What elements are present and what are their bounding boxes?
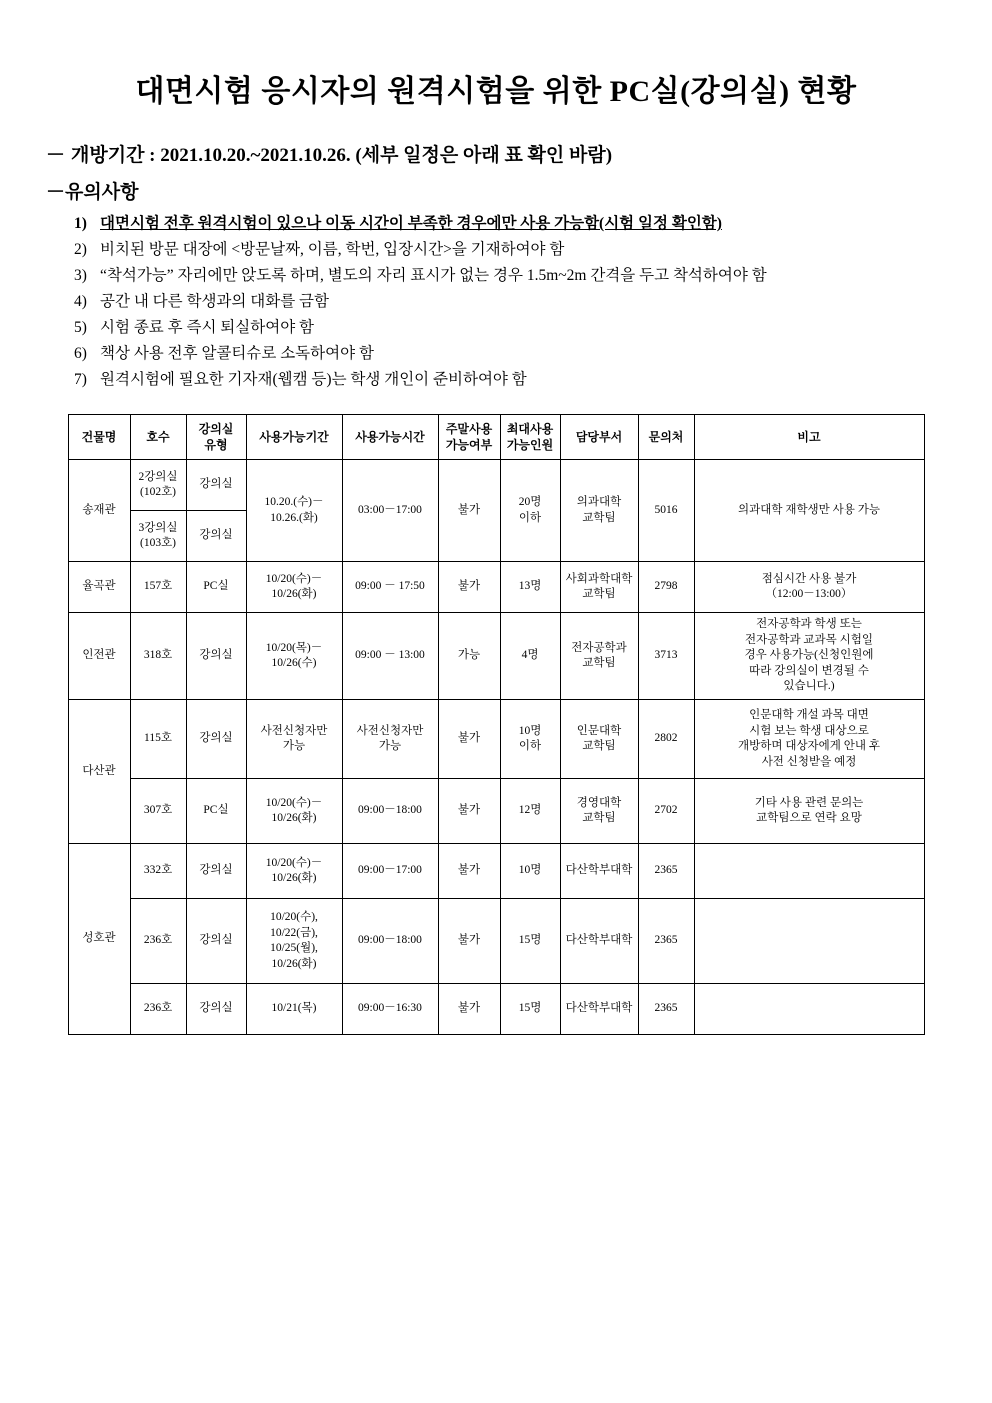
cell-weekend: 불가	[438, 700, 500, 779]
header-lines	[441, 421, 498, 453]
cell-lines	[697, 708, 922, 770]
cell-room	[130, 511, 186, 562]
cell-capacity: 4명	[500, 613, 560, 700]
note-number: 4)	[74, 293, 87, 311]
pc-room-table	[68, 414, 925, 1035]
period-line-1: 10.20.(수)－	[264, 496, 324, 509]
note-text: 대면시험 전후 원격시험이 있으나 이동 시간이 부족한 경우에만 사용 가능함(시험 일정 확인함)	[100, 215, 722, 232]
cell-remark	[694, 779, 924, 844]
cell-period	[246, 562, 342, 613]
time-line-1: 사전신청자만	[356, 724, 424, 737]
dept-line-2: 교학팀	[582, 511, 616, 524]
column-header-building	[68, 415, 130, 460]
period-line-2: 10/26(수)	[271, 657, 317, 670]
cell-remark	[694, 844, 924, 899]
cell-dept: 다산학부대학	[560, 899, 638, 984]
cell-lines	[249, 641, 340, 672]
column-header-type	[186, 415, 246, 460]
cell-type: 강의실	[186, 844, 246, 899]
cell-room: 236호	[130, 899, 186, 984]
column-header-capacity	[500, 415, 560, 460]
cell-contact: 2798	[638, 562, 694, 613]
table-row	[68, 613, 924, 700]
cell-lines	[697, 572, 922, 603]
cell-room: 307호	[130, 779, 186, 844]
remark-line-4: 사전 신청받을 예정	[761, 755, 857, 768]
cell-lines	[563, 641, 636, 672]
notes-list	[40, 212, 952, 392]
period-line-1: 10/20(수)－	[265, 796, 323, 809]
table-row	[68, 562, 924, 613]
cell-lines	[563, 495, 636, 526]
cell-remark	[694, 899, 924, 984]
cell-room: 115호	[130, 700, 186, 779]
period-line-1: 10/20(목)－	[265, 641, 323, 654]
cell-lines	[249, 856, 340, 887]
cell-period	[246, 460, 342, 562]
header-line-1: 최대사용	[506, 421, 554, 436]
cell-lines	[563, 724, 636, 755]
cell-contact: 2702	[638, 779, 694, 844]
cell-contact: 5016	[638, 460, 694, 562]
header-line-2: 유형	[204, 438, 228, 453]
cell-lines	[249, 572, 340, 603]
cell-type: PC실	[186, 562, 246, 613]
cell-type: 강의실	[186, 511, 246, 562]
cell-remark	[694, 984, 924, 1035]
cell-type: PC실	[186, 779, 246, 844]
cell-time: 09:00－18:00	[342, 779, 438, 844]
cell-room: 236호	[130, 984, 186, 1035]
dept-line-2: 교학팀	[582, 812, 616, 825]
cell-room: 318호	[130, 613, 186, 700]
header-lines	[189, 421, 244, 453]
period-line-2: 10.26.(화)	[270, 511, 318, 524]
period-line	[40, 140, 952, 167]
remark-line-3: 개방하며 대상자에게 안내 후	[738, 740, 880, 753]
remark-line-4: 따라 강의실이 변경될 수	[749, 664, 869, 677]
cell-dept	[560, 613, 638, 700]
table-row	[68, 779, 924, 844]
column-header-weekend	[438, 415, 500, 460]
header-line-1: 호수	[146, 430, 170, 445]
cell-dept	[560, 460, 638, 562]
cell-dept	[560, 700, 638, 779]
dept-line-2: 교학팀	[582, 740, 616, 753]
remark-line-3: 경우 사용가능(신청인원에	[744, 649, 874, 662]
cell-time: 09:00－17:00	[342, 844, 438, 899]
header-lines	[503, 421, 558, 453]
room-line-2: (102호)	[139, 486, 177, 499]
room-line-1: 3강의실	[138, 521, 178, 534]
header-line-1: 문의처	[648, 430, 684, 445]
cell-building: 송재관	[68, 460, 130, 562]
column-header-time	[342, 415, 438, 460]
cell-lines	[249, 910, 340, 972]
capacity-line-1: 20명	[518, 496, 542, 509]
header-line-1: 강의실	[198, 421, 234, 436]
table-row	[68, 844, 924, 899]
period-line-2: 가능	[282, 740, 306, 753]
cell-type: 강의실	[186, 700, 246, 779]
cell-weekend: 불가	[438, 460, 500, 562]
column-header-room	[130, 415, 186, 460]
cell-time: 09:00 － 17:50	[342, 562, 438, 613]
note-text: 원격시험에 필요한 기자재(웹캠 등)는 학생 개인이 준비하여야 함	[100, 371, 527, 389]
cell-lines	[503, 495, 558, 526]
note-text: 공간 내 다른 학생과의 대화를 금함	[100, 293, 329, 311]
period-text: 개방기간 : 2021.10.20.~2021.10.26. (세부 일정은 아래 표 확인 바람)	[71, 145, 613, 166]
cell-contact: 2365	[638, 844, 694, 899]
cell-lines	[345, 724, 436, 755]
cell-room: 157호	[130, 562, 186, 613]
cell-period	[246, 899, 342, 984]
notice-heading	[46, 177, 952, 204]
column-header-remark	[694, 415, 924, 460]
note-number: 6)	[74, 345, 87, 363]
remark-line-1: 점심시간 사용 불가	[761, 572, 857, 585]
period-line-4: 10/26(화)	[271, 957, 317, 970]
dash-marker: －	[46, 145, 66, 166]
cell-type: 강의실	[186, 984, 246, 1035]
note-number: 3)	[74, 267, 87, 285]
cell-weekend: 불가	[438, 899, 500, 984]
cell-lines	[133, 521, 184, 552]
cell-dept	[560, 562, 638, 613]
column-header-dept	[560, 415, 638, 460]
header-line-1: 주말사용	[445, 421, 493, 436]
header-line-1: 담당부서	[575, 430, 623, 445]
list-item	[74, 238, 952, 262]
period-line-1: 10/20(수)－	[265, 572, 323, 585]
cell-dept	[560, 779, 638, 844]
notice-heading-text: 유의사항	[65, 182, 139, 203]
cell-period	[246, 779, 342, 844]
cell-room: 332호	[130, 844, 186, 899]
capacity-line-2: 이하	[518, 511, 542, 524]
cell-weekend: 불가	[438, 844, 500, 899]
cell-capacity	[500, 460, 560, 562]
cell-time: 09:00－16:30	[342, 984, 438, 1035]
cell-time: 09:00 － 13:00	[342, 613, 438, 700]
cell-building: 성호관	[68, 844, 130, 1035]
cell-building: 율곡관	[68, 562, 130, 613]
cell-capacity: 10명	[500, 844, 560, 899]
period-line-2: 10/26(화)	[271, 812, 317, 825]
period-line-1: 10/20(수)－	[265, 856, 323, 869]
cell-time: 09:00－18:00	[342, 899, 438, 984]
cell-capacity	[500, 700, 560, 779]
cell-type: 강의실	[186, 460, 246, 511]
period-line-2: 10/26(화)	[271, 588, 317, 601]
dept-line-1: 경영대학	[576, 796, 622, 809]
list-item	[74, 316, 952, 340]
cell-type: 강의실	[186, 613, 246, 700]
cell-capacity: 15명	[500, 899, 560, 984]
cell-lines	[133, 470, 184, 501]
remark-line-1: 기타 사용 관련 문의는	[754, 796, 864, 809]
cell-lines	[563, 572, 636, 603]
note-number: 5)	[74, 319, 87, 337]
cell-building: 인전관	[68, 613, 130, 700]
list-item	[74, 290, 952, 314]
capacity-line-2: 이하	[518, 740, 542, 753]
header-line-2: 가능여부	[445, 438, 493, 453]
remark-line-2: （12:00－13:00）	[765, 588, 853, 601]
dept-line-1: 전자공학과	[571, 641, 627, 654]
table-row	[68, 700, 924, 779]
room-line-1: 2강의실	[138, 470, 178, 483]
column-header-contact	[638, 415, 694, 460]
cell-period	[246, 700, 342, 779]
remark-line-2: 교학팀으로 연락 요망	[756, 812, 862, 825]
cell-type: 강의실	[186, 899, 246, 984]
dept-line-1: 사회과학대학	[565, 572, 633, 585]
header-line-1: 사용가능시간	[355, 430, 425, 445]
cell-weekend: 불가	[438, 779, 500, 844]
cell-capacity: 12명	[500, 779, 560, 844]
cell-remark	[694, 700, 924, 779]
cell-lines	[697, 796, 922, 827]
remark-line-2: 시험 보는 학생 대상으로	[749, 724, 869, 737]
cell-weekend: 불가	[438, 984, 500, 1035]
remark-line-2: 전자공학과 교과목 시험일	[745, 633, 873, 646]
remark-line-5: 있습니다.)	[783, 680, 835, 693]
cell-period	[246, 613, 342, 700]
note-text: 비치된 방문 대장에 <방문날짜, 이름, 학번, 입장시간>을 기재하여야 함	[100, 241, 565, 259]
room-line-2: (103호)	[139, 537, 177, 550]
time-line-2: 가능	[378, 740, 402, 753]
period-line-1: 사전신청자만	[260, 724, 328, 737]
cell-weekend: 가능	[438, 613, 500, 700]
cell-lines	[697, 617, 922, 695]
note-number: 2)	[74, 241, 87, 259]
cell-remark	[694, 613, 924, 700]
list-item	[74, 342, 952, 366]
period-line-2: 10/26(화)	[271, 872, 317, 885]
header-line-1: 비고	[797, 430, 821, 445]
cell-lines	[249, 495, 340, 526]
table-row	[68, 984, 924, 1035]
header-line-1: 건물명	[81, 430, 117, 445]
table-row	[68, 460, 924, 511]
cell-capacity: 15명	[500, 984, 560, 1035]
table-header-row	[68, 415, 924, 460]
note-text: 시험 종료 후 즉시 퇴실하여야 함	[100, 319, 315, 337]
cell-weekend: 불가	[438, 562, 500, 613]
period-line-2: 10/22(금),	[270, 926, 318, 939]
page-title: 대면시험 응시자의 원격시험을 위한 PC실(강의실) 현황	[135, 75, 857, 108]
cell-lines	[249, 796, 340, 827]
dept-line-2: 교학팀	[582, 657, 616, 670]
cell-contact: 2802	[638, 700, 694, 779]
dash-marker-2: －	[46, 182, 66, 203]
period-line-1: 10/20(수),	[270, 911, 318, 924]
cell-remark: 의과대학 재학생만 사용 가능	[694, 460, 924, 562]
dept-line-1: 의과대학	[576, 496, 622, 509]
cell-capacity: 13명	[500, 562, 560, 613]
cell-dept: 다산학부대학	[560, 844, 638, 899]
cell-period	[246, 844, 342, 899]
cell-time: 03:00－17:00	[342, 460, 438, 562]
cell-remark	[694, 562, 924, 613]
cell-lines	[563, 796, 636, 827]
note-text: 책상 사용 전후 알콜티슈로 소독하여야 함	[100, 345, 374, 363]
remark-line-1: 전자공학과 학생 또는	[756, 618, 862, 631]
list-item	[74, 212, 952, 236]
cell-lines	[503, 724, 558, 755]
dept-line-2: 교학팀	[582, 588, 616, 601]
capacity-line-1: 10명	[518, 724, 542, 737]
list-item	[74, 368, 952, 392]
cell-contact: 2365	[638, 899, 694, 984]
dept-line-1: 인문대학	[576, 724, 622, 737]
cell-period: 10/21(목)	[246, 984, 342, 1035]
list-item	[74, 264, 952, 288]
note-number: 1)	[74, 215, 87, 232]
cell-contact: 3713	[638, 613, 694, 700]
note-text: “착석가능” 자리에만 앉도록 하며, 별도의 자리 표시가 없는 경우 1.5m~2m 간격을 두고 착석하여야 함	[100, 267, 767, 285]
cell-dept: 다산학부대학	[560, 984, 638, 1035]
cell-room	[130, 460, 186, 511]
header-line-2: 가능인원	[506, 438, 554, 453]
note-number: 7)	[74, 371, 87, 389]
cell-time	[342, 700, 438, 779]
table-row	[68, 899, 924, 984]
cell-contact: 2365	[638, 984, 694, 1035]
remark-line-1: 인문대학 개설 과목 대면	[749, 709, 869, 722]
period-line-3: 10/25(월),	[270, 942, 318, 955]
header-line-1: 사용가능기간	[259, 430, 329, 445]
cell-lines	[249, 724, 340, 755]
column-header-period	[246, 415, 342, 460]
cell-building: 다산관	[68, 700, 130, 844]
